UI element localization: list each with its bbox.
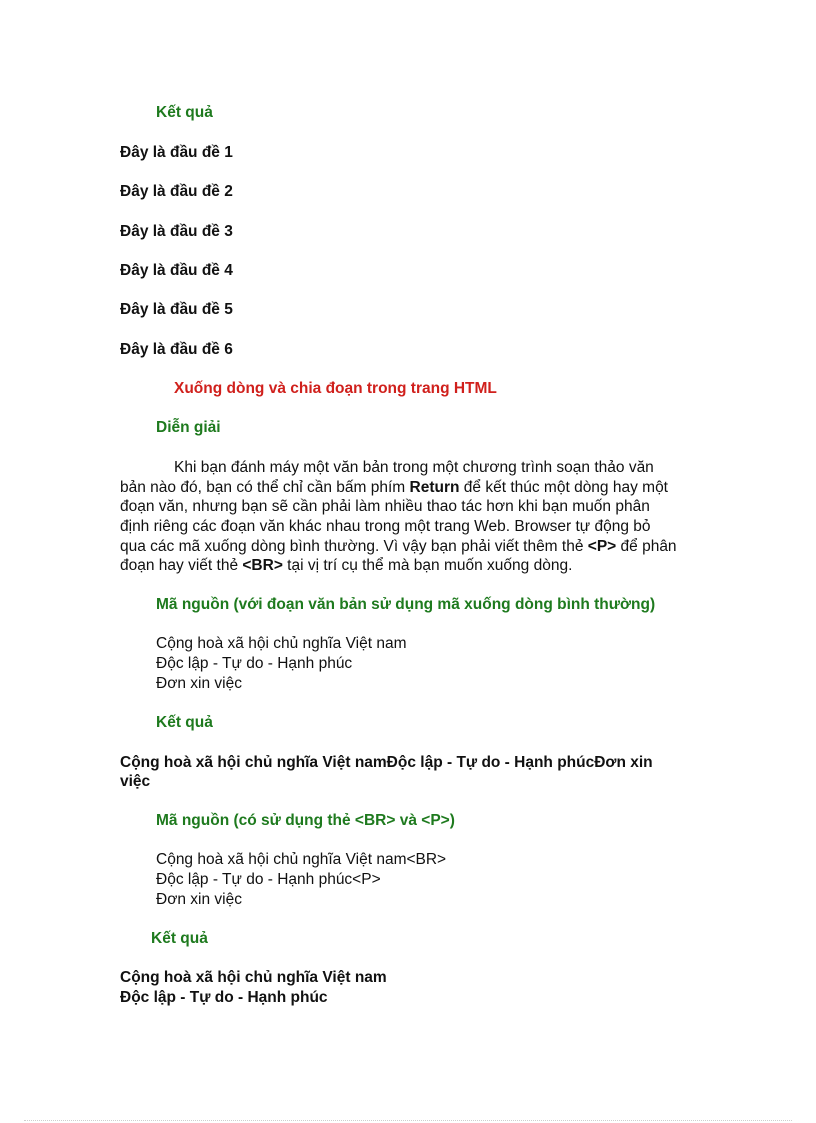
section-title: Xuống dòng và chia đoạn trong trang HTML — [174, 380, 497, 397]
result3-line-1: Cộng hoà xã hội chủ nghĩa Việt nam — [120, 969, 387, 986]
source-heading-2: Mã nguồn (có sử dụng thẻ <BR> và <P>) — [156, 812, 455, 829]
result2-line-2: việc — [120, 773, 151, 790]
source1-line-1: Cộng hoà xã hội chủ nghĩa Việt nam — [156, 635, 407, 652]
explanation-line-5: qua các mã xuống dòng bình thường. Vì vậy bạn phải viết thêm thẻ <P> để phân — [120, 538, 677, 555]
result3-line-2: Độc lập - Tự do - Hạnh phúc — [120, 989, 328, 1006]
heading-6: Đây là đầu đề 6 — [120, 341, 233, 358]
explanation-line-6: đoạn hay viết thẻ <BR> tại vị trí cụ thể mà bạn muốn xuống dòng. — [120, 557, 573, 574]
heading-1: Đây là đầu đề 1 — [120, 144, 233, 161]
br-tag-term: <BR> — [242, 557, 283, 574]
result2-line-1: Cộng hoà xã hội chủ nghĩa Việt namĐộc lập - Tự do - Hạnh phúcĐơn xin — [120, 754, 653, 771]
result-heading-2: Kết quả — [156, 714, 213, 731]
explanation-heading: Diễn giải — [156, 419, 221, 436]
source2-line-1: Cộng hoà xã hội chủ nghĩa Việt nam<BR> — [156, 851, 447, 868]
heading-4: Đây là đầu đề 4 — [120, 262, 233, 279]
heading-3: Đây là đầu đề 3 — [120, 223, 233, 240]
result-heading-3: Kết quả — [151, 930, 208, 947]
p-tag-term: <P> — [587, 538, 617, 555]
heading-2: Đây là đầu đề 2 — [120, 183, 233, 200]
source1-line-2: Độc lập - Tự do - Hạnh phúc — [156, 655, 353, 672]
source2-line-3: Đơn xin việc — [156, 891, 242, 908]
source2-line-2: Độc lập - Tự do - Hạnh phúc<P> — [156, 871, 381, 888]
explanation-line-1: Khi bạn đánh máy một văn bản trong một chương trình soạn thảo văn — [174, 459, 654, 476]
result-heading-1: Kết quả — [156, 104, 213, 121]
source1-line-3: Đơn xin việc — [156, 675, 242, 692]
heading-5: Đây là đầu đề 5 — [120, 301, 233, 318]
source-heading-1: Mã nguồn (với đoạn văn bản sử dụng mã xuống dòng bình thường) — [156, 596, 656, 613]
page-bottom-divider — [24, 1120, 792, 1121]
explanation-line-3: đoạn văn, nhưng bạn sẽ cần phải làm nhiều thao tác hơn khi bạn muốn phân — [120, 498, 650, 515]
explanation-line-4: định riêng các đoạn văn khác nhau trong một trang Web. Browser tự động bỏ — [120, 518, 651, 535]
explanation-line-2: bản nào đó, bạn có thể chỉ cần bấm phím Return để kết thúc một dòng hay một — [120, 479, 668, 496]
return-key-term: Return — [409, 479, 460, 496]
